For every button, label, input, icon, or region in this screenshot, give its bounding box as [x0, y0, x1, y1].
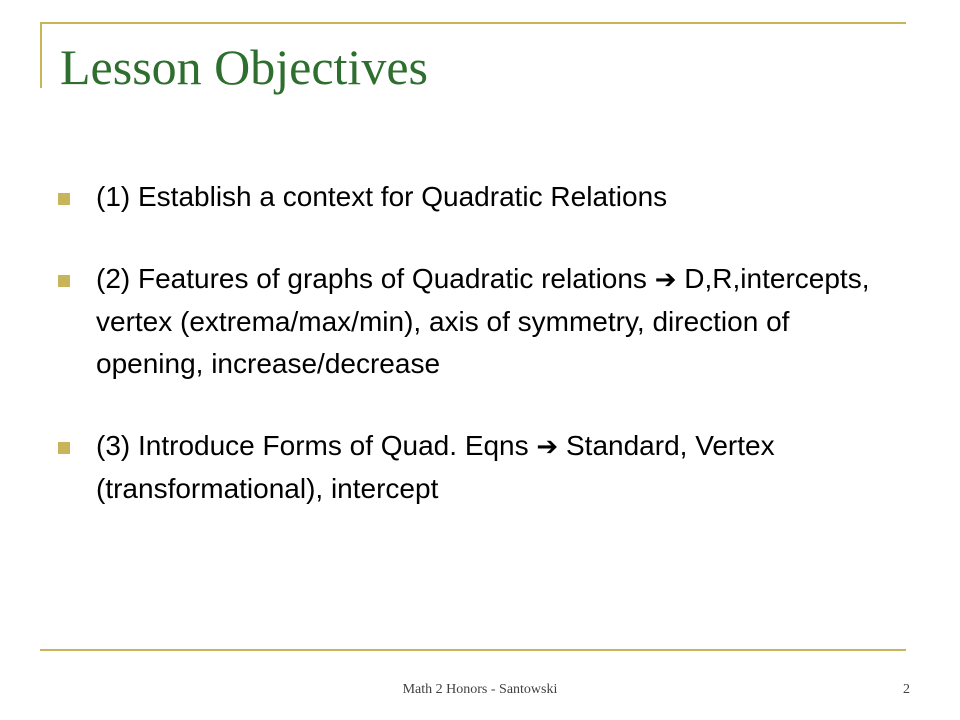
square-bullet-icon	[58, 193, 70, 205]
list-item	[58, 425, 878, 510]
arrow-right-icon: ➔	[654, 265, 677, 295]
bullet-text: Standard, Vertex (transformational), intercept	[96, 430, 775, 504]
list-item	[58, 176, 878, 218]
arrow-right-icon: ➔	[536, 432, 559, 462]
objectives-list	[58, 176, 878, 550]
bullet-text: D,R,intercepts, vertex (extrema/max/min), axis of symmetry, direction of opening, increase/decrease	[96, 263, 870, 379]
square-bullet-icon	[58, 442, 70, 454]
footer-rule	[40, 649, 906, 651]
bullet-text: (3) Introduce Forms of Quad. Eqns	[96, 430, 537, 461]
left-rule	[40, 22, 42, 88]
bullet-text: (1) Establish a context for Quadratic Relations	[96, 181, 668, 212]
list-item	[58, 258, 878, 385]
slide-title: Lesson Objectives	[60, 39, 428, 95]
footer-text: Math 2 Honors - Santowski	[402, 682, 558, 697]
square-bullet-icon	[58, 275, 70, 287]
top-rule	[40, 22, 906, 24]
page-number: 2	[903, 682, 910, 697]
bullet-text: (2) Features of graphs of Quadratic relations	[96, 263, 655, 294]
